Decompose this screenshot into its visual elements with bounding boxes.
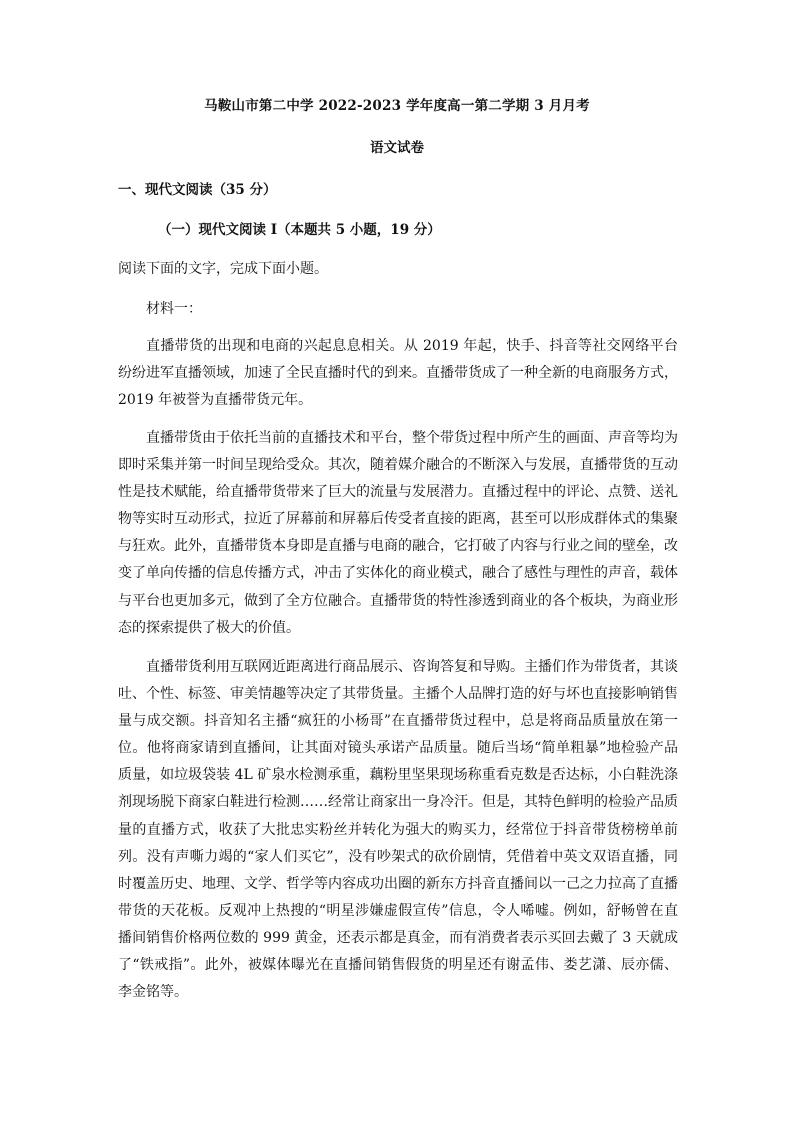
exam-subtitle: 语文试卷 [370,140,424,156]
subsection-heading: （一）现代文阅读 I（本题共 5 小题，19 分） [158,222,441,238]
paragraph: 直播带货利用互联网近距离进行商品展示、咨询答复和导购。主播们作为带货者，其谈吐、个性、标签、审美情趣等决定了其带货量。主播个人品牌打造的好与坏也直接影响销售量与成交额。抖音知名主播“疯狂的小杨哥”在直播带货过程中，总是将商品质量放在第一位。他将商家请到直播间，让其面对镜头承诺产品质量。随后当场“简单粗暴”地检验产品质量，如垃圾袋装 4L 矿泉水检测承重，藕粉里坚果现场称重看克数是否达标，小白鞋洗涤剂现场脱下商家白鞋进行检测……经常让商家出一身冷汗。但是，其特色鲜明的检验产品质量的直播方式，收获了大批忠实粉丝并转化为强大的购买力，经常位于抖音带货榜榜单前列。没有声嘶力竭的“家人们买它”，没有吵架式的砍价剧情，凭借着中英文双语直播，同时覆盖历史、地理、文学、哲学等内容成功出圈的新东方抖音直播间以一己之力拉高了直播带货的天花板。反观冲上热搜的“明星涉嫌虚假宣传”信息，令人唏嘘。例如，舒畅曾在直播间销售价格两位数的 999 黄金，还表示都是真金，而有消费者表示买回去戴了 3 天就成了“铁戒指”。此外，被媒体曝光在直播间销售假货的明星还有谢孟伟、娄艺潇、辰亦儒、李金铭等。 [118,659,678,1001]
paragraph: 直播带货由于依托当前的直播技术和平台，整个带货过程中所产生的画面、声音等均为即时采集并第一时间呈现给受众。其次，随着媒介融合的不断深入与发展，直播带货的互动性是技术赋能，给直播带货带来了巨大的流量与发展潜力。直播过程中的评论、点赞、送礼物等实时互动形式，拉近了屏幕前和屏幕后传受者直接的距离，甚至可以形成群体式的集聚与狂欢。此外，直播带货本身即是直播与电商的融合，它打破了内容与行业之间的壁垒，改变了单向传播的信息传播方式，冲击了实体化的商业模式，融合了感性与理性的声音，载体与平台也更加多元，做到了全方位融合。直播带货的特性渗透到商业的各个板块，为商业形态的探索提供了极大的价值。 [118,430,678,636]
material-label: 材料一： [146,301,202,317]
exam-title: 马鞍山市第二中学 2022-2023 学年度高一第二学期 3 月月考 [204,98,590,114]
paragraph: 直播带货的出现和电商的兴起息息相关。从 2019 年起，快手、抖音等社交网络平台纷纷进军直播领域，加速了全民直播时代的到来。直播带货成了一种全新的电商服务方式，2019 年被誉为直播带货元年。 [118,338,678,409]
section-heading: 一、现代文阅读（35 分） [118,182,277,198]
reading-instruction: 阅读下面的文字，完成下面小题。 [118,261,328,277]
